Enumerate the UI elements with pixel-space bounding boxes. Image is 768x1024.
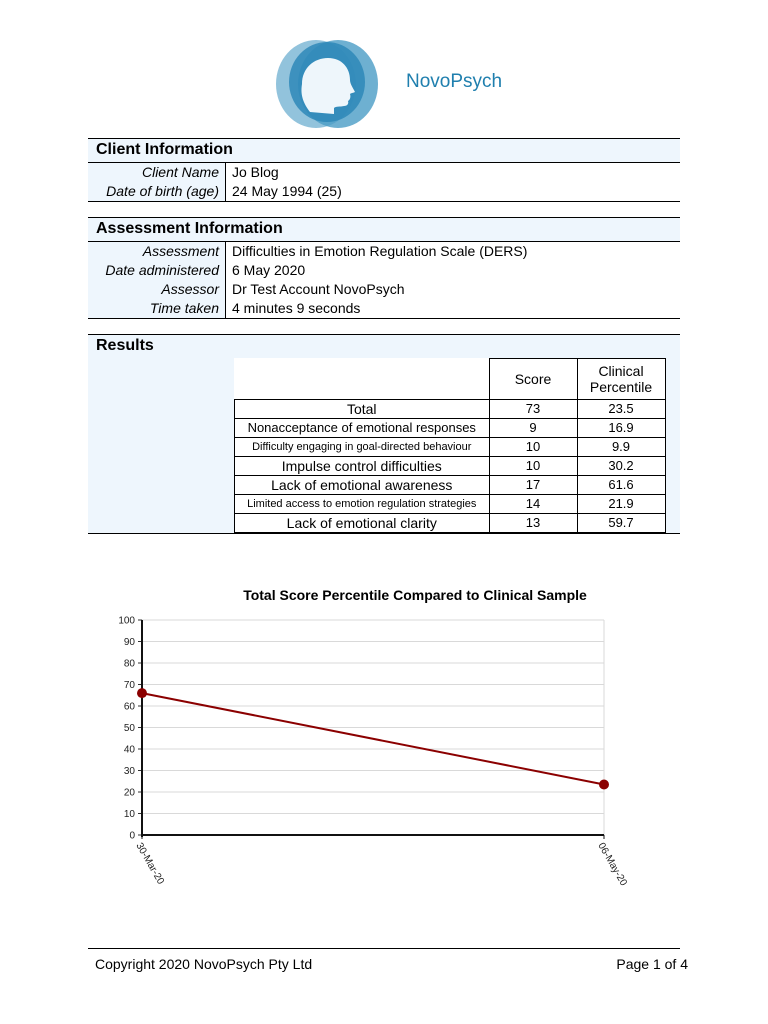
scale-name: Lack of emotional awareness bbox=[235, 475, 490, 494]
y-tick-label: 60 bbox=[123, 701, 135, 713]
date-of-birth-row bbox=[88, 182, 680, 201]
time-taken-row bbox=[88, 299, 680, 318]
scale-score: 14 bbox=[489, 494, 577, 513]
footer-page-number: Page 1 of 4 bbox=[616, 956, 688, 972]
assessment-value: Difficulties in Emotion Regulation Scale (DERS) bbox=[226, 242, 680, 261]
y-tick-label: 30 bbox=[123, 766, 135, 777]
footer-divider bbox=[88, 948, 680, 949]
scale-score: 10 bbox=[489, 437, 577, 456]
client-information-section bbox=[88, 138, 680, 202]
scale-name: Total bbox=[235, 399, 490, 418]
results-table bbox=[234, 358, 666, 533]
y-tick-label: 90 bbox=[123, 637, 135, 648]
client-name-label: Client Name bbox=[88, 163, 226, 182]
scale-percentile: 16.9 bbox=[577, 418, 665, 437]
time-taken-label: Time taken bbox=[88, 299, 226, 318]
client-name-row bbox=[88, 163, 680, 182]
results-section bbox=[88, 334, 680, 534]
assessment-information-heading: Assessment Information bbox=[88, 218, 680, 242]
table-row bbox=[235, 456, 666, 475]
y-tick-label: 80 bbox=[123, 658, 135, 670]
data-point bbox=[599, 779, 609, 789]
x-tick-label: 30-Mar-20 bbox=[133, 841, 166, 887]
date-of-birth-value: 24 May 1994 (25) bbox=[226, 182, 680, 201]
y-tick-label: 70 bbox=[123, 680, 135, 691]
percentile-line-chart bbox=[100, 582, 668, 892]
y-tick-label: 0 bbox=[129, 830, 135, 842]
scale-percentile: 23.5 bbox=[577, 399, 665, 418]
time-taken-value: 4 minutes 9 seconds bbox=[226, 299, 680, 318]
assessor-value: Dr Test Account NovoPsych bbox=[226, 280, 680, 299]
client-name-value: Jo Blog bbox=[226, 163, 680, 182]
x-tick-label: 06-May-20 bbox=[595, 841, 629, 888]
scale-score: 10 bbox=[489, 456, 577, 475]
scale-score: 9 bbox=[489, 418, 577, 437]
brand-name: NovoPsych bbox=[406, 71, 503, 92]
assessment-row bbox=[88, 242, 680, 261]
scale-score: 73 bbox=[489, 399, 577, 418]
y-tick-label: 50 bbox=[123, 723, 135, 734]
scale-score: 13 bbox=[489, 513, 577, 532]
client-information-heading: Client Information bbox=[88, 139, 680, 163]
scale-name: Difficulty engaging in goal-directed behaviour bbox=[235, 437, 490, 456]
y-tick-label: 40 bbox=[123, 744, 135, 756]
percentile-header-line1: Clinical bbox=[598, 362, 644, 379]
percentile-header-line2: Percentile bbox=[589, 378, 653, 395]
assessment-information-section bbox=[88, 217, 680, 319]
assessment-label: Assessment bbox=[88, 242, 226, 261]
footer-copyright: Copyright 2020 NovoPsych Pty Ltd bbox=[95, 956, 313, 972]
chart-title: Total Score Percentile Compared to Clinical Sample bbox=[243, 587, 587, 603]
data-point bbox=[137, 688, 147, 698]
y-tick-label: 100 bbox=[118, 615, 135, 627]
date-administered-row bbox=[88, 261, 680, 280]
assessor-label: Assessor bbox=[88, 280, 226, 299]
results-header-blank bbox=[235, 359, 490, 400]
scale-name: Lack of emotional clarity bbox=[235, 513, 490, 532]
scale-percentile: 30.2 bbox=[577, 456, 665, 475]
results-heading: Results bbox=[96, 337, 154, 354]
scale-percentile: 59.7 bbox=[577, 513, 665, 532]
date-of-birth-label: Date of birth (age) bbox=[88, 182, 226, 201]
scale-name: Impulse control difficulties bbox=[235, 456, 490, 475]
scale-name: Limited access to emotion regulation strategies bbox=[235, 494, 490, 513]
table-row bbox=[235, 494, 666, 513]
date-administered-label: Date administered bbox=[88, 261, 226, 280]
table-row bbox=[235, 418, 666, 437]
clinical-percentile-header bbox=[577, 359, 665, 400]
table-row bbox=[235, 513, 666, 532]
table-row bbox=[235, 475, 666, 494]
scale-score: 17 bbox=[489, 475, 577, 494]
y-tick-label: 10 bbox=[123, 809, 135, 820]
scale-percentile: 61.6 bbox=[577, 475, 665, 494]
novopsych-logo-icon bbox=[274, 34, 380, 130]
scale-percentile: 9.9 bbox=[577, 437, 665, 456]
assessor-row bbox=[88, 280, 680, 299]
results-header-row bbox=[235, 359, 666, 400]
scale-name: Nonacceptance of emotional responses bbox=[235, 418, 490, 437]
score-header: Score bbox=[489, 359, 577, 400]
table-row bbox=[235, 399, 666, 418]
table-row bbox=[235, 437, 666, 456]
scale-percentile: 21.9 bbox=[577, 494, 665, 513]
y-tick-label: 20 bbox=[123, 787, 135, 799]
date-administered-value: 6 May 2020 bbox=[226, 261, 680, 280]
